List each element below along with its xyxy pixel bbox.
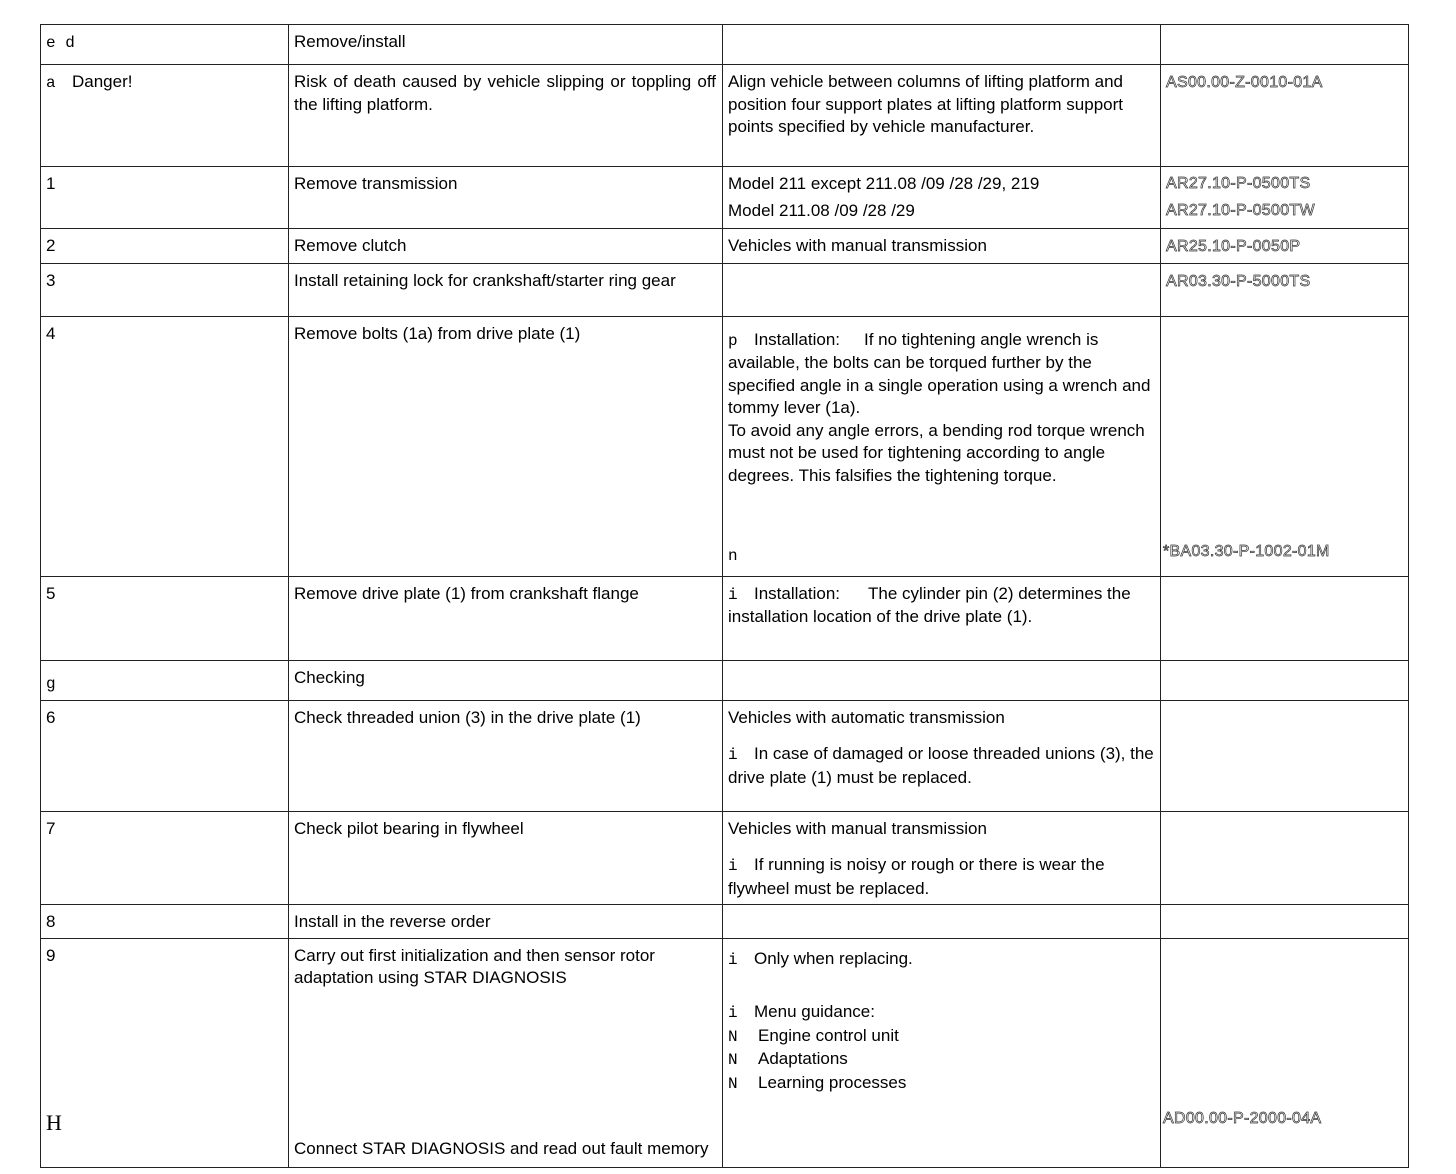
info-glyph: i <box>728 950 738 969</box>
procedure-table <box>40 24 1409 1168</box>
menu-bullet-glyph: N <box>728 1027 738 1046</box>
step-number: 8 <box>41 905 289 939</box>
diagnosis-glyph: H <box>46 1110 62 1135</box>
reference-link[interactable]: AR03.30-P-5000TS <box>1166 272 1311 290</box>
condition-note: Vehicles with manual transmission <box>728 818 987 838</box>
info-glyph: i <box>728 585 738 604</box>
menu-item-label: Learning processes <box>758 1072 907 1092</box>
action-cell: Check pilot bearing in flywheel <box>289 811 723 905</box>
checking-glyph: g <box>46 675 56 693</box>
reference-link[interactable]: AR27.10-P-0500TW <box>1166 201 1315 219</box>
note-cell <box>723 660 1161 700</box>
step-number: 4 <box>41 316 289 576</box>
note-cell <box>723 263 1161 316</box>
table-row <box>41 811 1409 905</box>
table-row <box>41 229 1409 264</box>
reference-link[interactable]: *BA03.30-P-1002-01M <box>1163 543 1330 560</box>
menu-item <box>728 1072 1154 1096</box>
reference-link[interactable]: AS00.00-Z-0010-01A <box>1166 74 1323 91</box>
installation-warning: To avoid any angle errors, a bending rod torque wrench must not be used for tightening according to angle degrees. This falsifies the tightening torque. <box>728 420 1145 485</box>
note-cell <box>723 576 1161 660</box>
note-cell: Align vehicle between columns of lifting platform and position four support plates at lifting platform support points specified by vehicle manufacturer. <box>723 65 1161 167</box>
warning-glyph: a <box>46 74 56 92</box>
table-row <box>41 660 1409 700</box>
table-row <box>41 263 1409 316</box>
step-number: 7 <box>41 811 289 905</box>
reference-cell <box>1161 811 1409 905</box>
symbol-glyph: e d <box>46 34 75 52</box>
step-cell <box>41 660 289 700</box>
menu-bullet-glyph: N <box>728 1074 738 1093</box>
action-cell: Remove drive plate (1) from crankshaft flange <box>289 576 723 660</box>
menu-item-label: Adaptations <box>758 1049 848 1068</box>
action-cell: Remove/install <box>289 25 723 65</box>
installation-text: If no tightening angle wrench is available, the bolts can be torqued further by the specified angle in a single operation using a wrench and tommy lever (1a). <box>728 329 1151 417</box>
table-row <box>41 938 1409 1167</box>
info-glyph: i <box>728 746 738 764</box>
action-cell: Checking <box>289 660 723 700</box>
info-glyph: i <box>728 857 738 875</box>
table-row <box>41 167 1409 229</box>
action-cell: Risk of death caused by vehicle slipping or toppling off the lifting platform. <box>289 65 723 167</box>
reference-link[interactable]: AR25.10-P-0050P <box>1166 238 1301 255</box>
action-cell: Remove clutch <box>289 229 723 264</box>
model-note: Model 211.08 /09 /28 /29 <box>728 200 915 220</box>
info-text: In case of damaged or loose threaded unions (3), the drive plate (1) must be replaced. <box>728 744 1154 787</box>
reference-cell <box>1161 167 1409 229</box>
note-cell <box>723 905 1161 939</box>
menu-label: Menu guidance: <box>754 1002 875 1021</box>
table-row <box>41 25 1409 65</box>
note-cell <box>723 25 1161 65</box>
table-row <box>41 316 1409 576</box>
table-row <box>41 700 1409 811</box>
menu-bullet-glyph: N <box>728 1051 738 1069</box>
action-text: Connect STAR DIAGNOSIS and read out fault memory <box>294 1139 709 1158</box>
installation-label: Installation: <box>754 583 840 603</box>
action-cell: Check threaded union (3) in the drive plate (1) <box>289 700 723 811</box>
reference-cell <box>1161 905 1409 939</box>
reference-link[interactable]: AD00.00-P-2000-04A <box>1163 1110 1322 1127</box>
reference-cell <box>1161 316 1409 576</box>
reference-cell <box>1161 938 1409 1167</box>
info-text: If running is noisy or rough or there is wear the flywheel must be replaced. <box>728 855 1105 898</box>
action-cell <box>289 938 723 1167</box>
step-number: 3 <box>41 263 289 316</box>
menu-item <box>728 1048 1154 1072</box>
end-glyph: n <box>728 547 738 565</box>
reference-cell <box>1161 65 1409 167</box>
step-number: 5 <box>41 576 289 660</box>
note-cell: Vehicles with manual transmission <box>723 229 1161 264</box>
table-row <box>41 576 1409 660</box>
reference-link[interactable]: AR27.10-P-0500TS <box>1166 175 1311 192</box>
menu-item-label: Engine control unit <box>758 1025 899 1045</box>
action-text: Carry out first initialization and then sensor rotor adaptation using STAR DIAGNOSIS <box>294 945 655 987</box>
action-cell: Install retaining lock for crankshaft/starter ring gear <box>289 263 723 316</box>
reference-cell <box>1161 576 1409 660</box>
note-cell <box>723 700 1161 811</box>
step-cell <box>41 25 289 65</box>
info-text: Only when replacing. <box>754 948 913 968</box>
installation-glyph: p <box>728 331 738 350</box>
note-cell <box>723 938 1161 1167</box>
menu-item <box>728 1025 1154 1049</box>
model-note: Model 211 except 211.08 /09 /28 /29, 219 <box>728 174 1040 193</box>
info-glyph: i <box>728 1004 738 1022</box>
step-cell <box>41 65 289 167</box>
reference-cell <box>1161 25 1409 65</box>
note-cell <box>723 167 1161 229</box>
note-cell <box>723 811 1161 905</box>
step-number: 2 <box>41 229 289 264</box>
reference-cell <box>1161 660 1409 700</box>
note-cell <box>723 316 1161 576</box>
action-cell: Remove bolts (1a) from drive plate (1) <box>289 316 723 576</box>
action-cell: Install in the reverse order <box>289 905 723 939</box>
danger-label: Danger! <box>72 72 133 91</box>
condition-note: Vehicles with automatic transmission <box>728 707 1005 727</box>
table-row <box>41 65 1409 167</box>
installation-label: Installation: <box>754 329 840 349</box>
action-cell: Remove transmission <box>289 167 723 229</box>
step-number: 1 <box>41 167 289 229</box>
reference-cell <box>1161 700 1409 811</box>
step-cell <box>41 938 289 1167</box>
table-row <box>41 905 1409 939</box>
installation-text: The cylinder pin (2) determines the installation location of the drive plate (1). <box>728 583 1131 626</box>
reference-cell <box>1161 229 1409 264</box>
step-number: 9 <box>46 945 56 965</box>
step-number: 6 <box>41 700 289 811</box>
reference-cell <box>1161 263 1409 316</box>
